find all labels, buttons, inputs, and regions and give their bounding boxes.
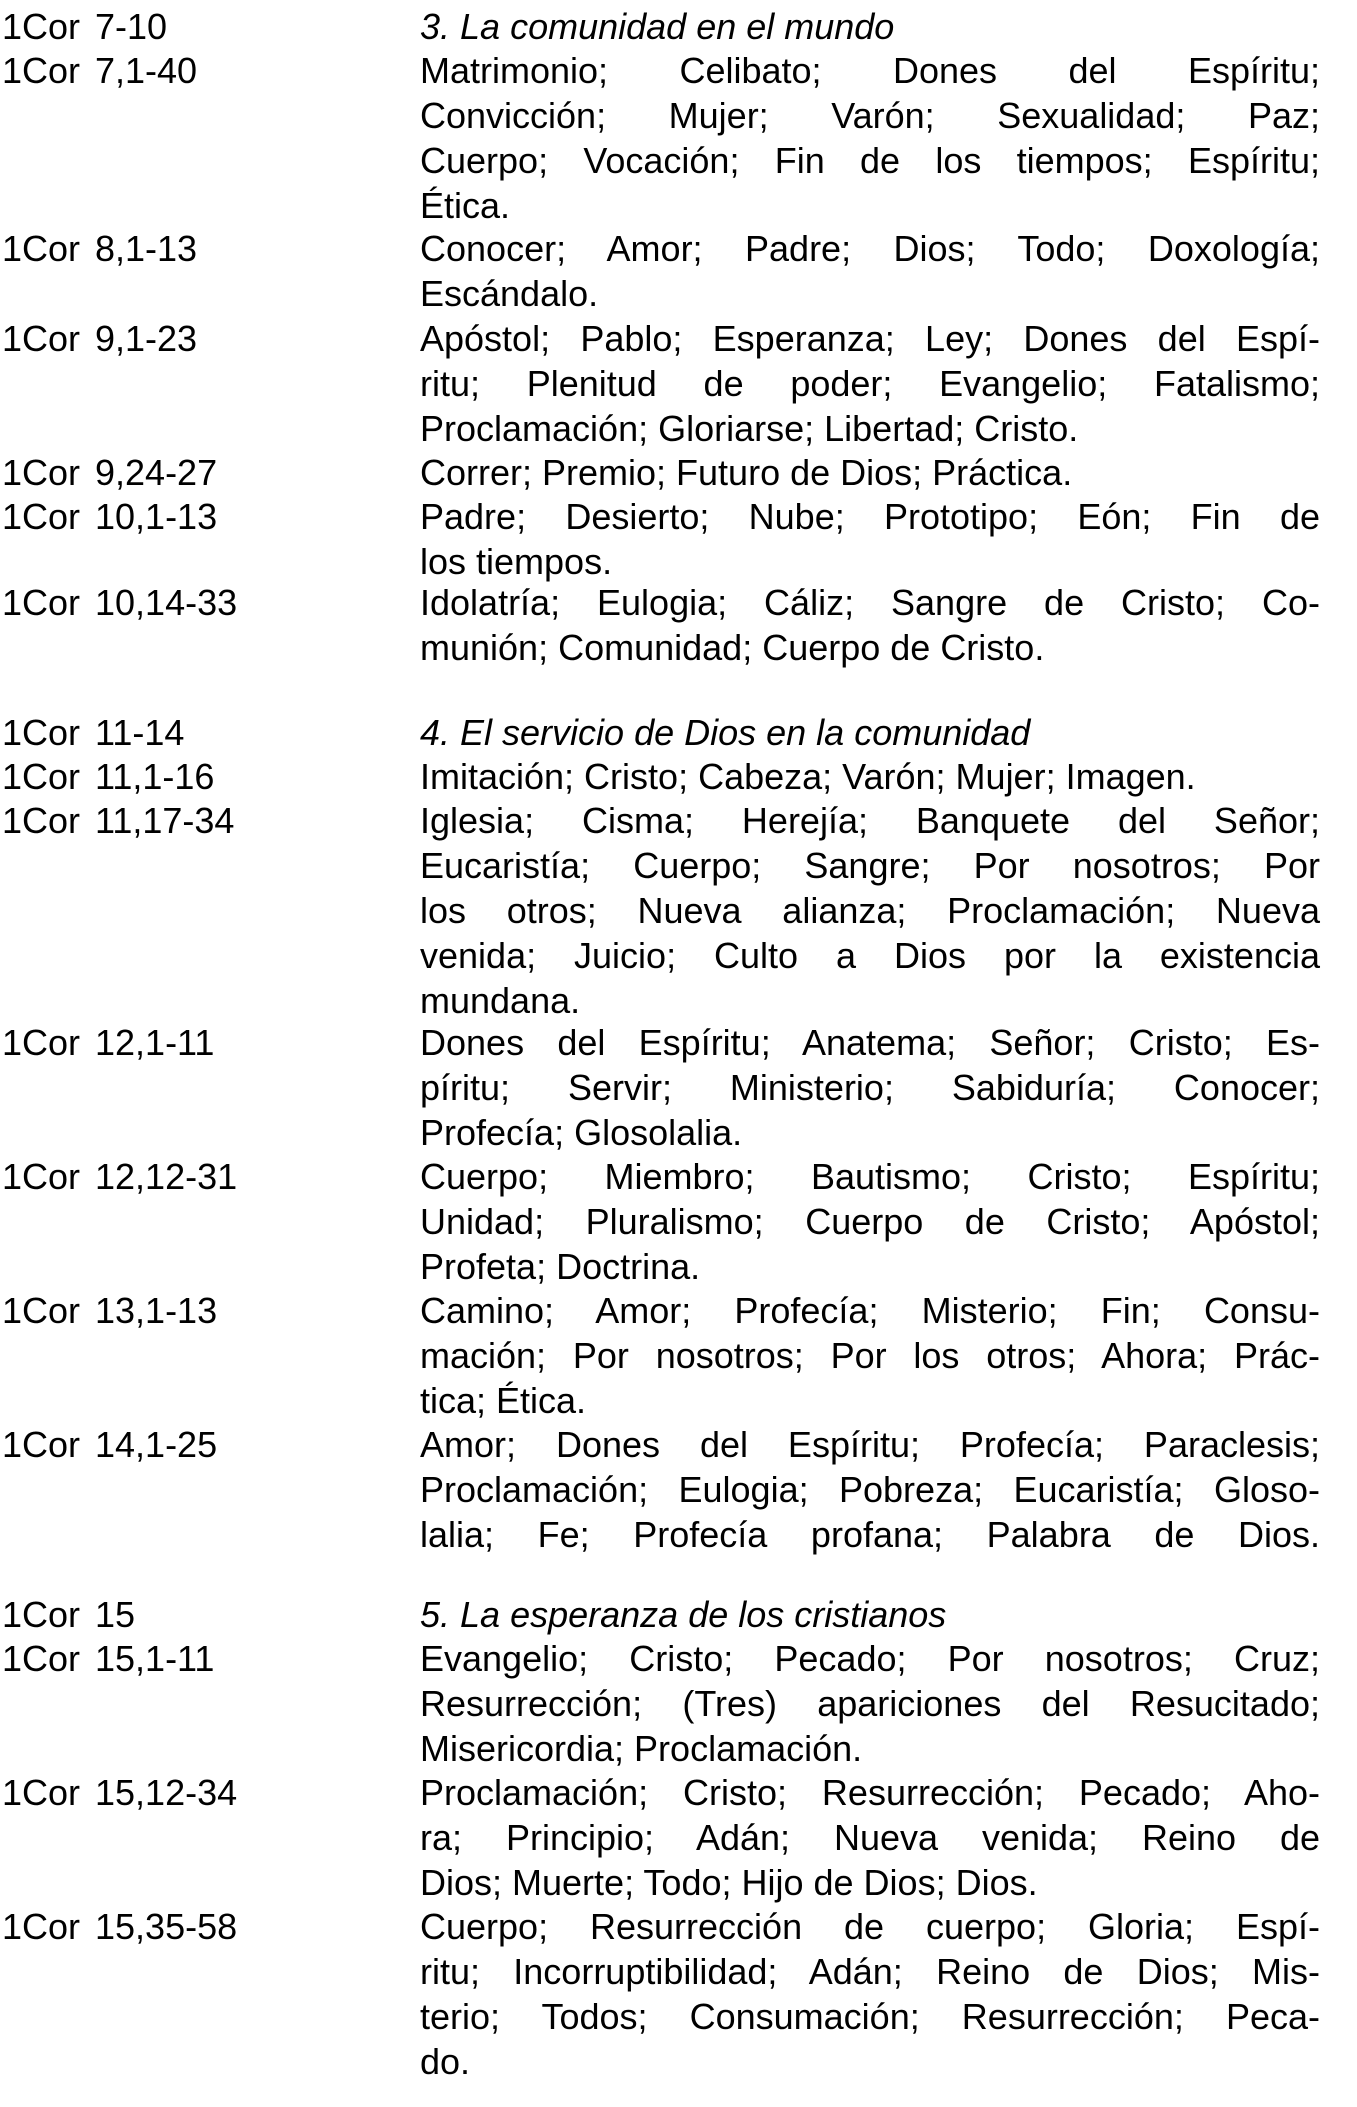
passage-ref: 1Cor 12,1-11 (2, 1022, 215, 1063)
section-ref: 1Cor 11-14 (2, 712, 185, 753)
keyword-list: Correr; Premio; Futuro de Dios; Práctica. (420, 452, 1073, 493)
passage-ref: 1Cor 13,1-13 (2, 1290, 218, 1331)
section-title: 3. La comunidad en el mundo (420, 6, 895, 47)
keyword-list: Proclamación; Cristo; Resurrección; Pecado; Aho- ra; Principio; Adán; Nueva venida; Reino de Dios; Muerte; Todo; Hijo de Dios; Dios. (420, 1772, 1320, 1903)
keyword-list: Imitación; Cristo; Cabeza; Varón; Mujer; Imagen. (420, 756, 1196, 797)
section-title: 4. El servicio de Dios en la comunidad (420, 712, 1031, 753)
passage-ref: 1Cor 15,35-58 (2, 1906, 238, 1947)
keyword-list: Amor; Dones del Espíritu; Profecía; Paraclesis; Proclamación; Eulogia; Pobreza; Eucaristía; Gloso- lalia; Fe; Profecía profana; Palabra de Dios. (420, 1424, 1320, 1555)
keyword-list: Padre; Desierto; Nube; Prototipo; Eón; Fin de los tiempos. (420, 496, 1320, 582)
keyword-list: Iglesia; Cisma; Herejía; Banquete del Señor; Eucaristía; Cuerpo; Sangre; Por nosotros; Por los otros; Nueva alianza; Proclamación; Nueva venida; Juicio; Culto a Dios por la existencia mundana. (420, 800, 1320, 1021)
keyword-list: Camino; Amor; Profecía; Misterio; Fin; Consu- mación; Por nosotros; Por los otros; Ahora; Prác- tica; Ética. (420, 1290, 1320, 1421)
passage-ref: 1Cor 11,17-34 (2, 800, 235, 841)
keyword-list: Evangelio; Cristo; Pecado; Por nosotros; Cruz; Resurrección; (Tres) apariciones del Resucitado; Misericordia; Proclamación. (420, 1638, 1320, 1769)
passage-ref: 1Cor 10,1-13 (2, 496, 218, 537)
section-title: 5. La esperanza de los cristianos (420, 1594, 947, 1635)
keyword-list: Cuerpo; Miembro; Bautismo; Cristo; Espíritu; Unidad; Pluralismo; Cuerpo de Cristo; Apóstol; Profeta; Doctrina. (420, 1156, 1320, 1287)
keyword-list: Apóstol; Pablo; Esperanza; Ley; Dones del Espí- ritu; Plenitud de poder; Evangelio; Fatalismo; Proclamación; Gloriarse; Libertad; Cristo. (420, 318, 1320, 449)
passage-ref: 1Cor 14,1-25 (2, 1424, 218, 1465)
section-ref: 1Cor 15 (2, 1594, 136, 1635)
section-ref: 1Cor 7-10 (2, 6, 168, 47)
passage-ref: 1Cor 10,14-33 (2, 582, 238, 623)
passage-ref: 1Cor 15,12-34 (2, 1772, 238, 1813)
passage-ref: 1Cor 9,1-23 (2, 318, 198, 359)
keyword-list: Conocer; Amor; Padre; Dios; Todo; Doxología; Escándalo. (420, 228, 1320, 314)
passage-ref: 1Cor 8,1-13 (2, 228, 198, 269)
keyword-list: Idolatría; Eulogia; Cáliz; Sangre de Cristo; Co- munión; Comunidad; Cuerpo de Cristo. (420, 582, 1320, 668)
passage-ref: 1Cor 7,1-40 (2, 50, 198, 91)
keyword-list: Cuerpo; Resurrección de cuerpo; Gloria; Espí- ritu; Incorruptibilidad; Adán; Reino de Dios; Mis- terio; Todos; Consumación; Resurrección; Peca- do. (420, 1906, 1320, 2082)
keyword-list: Dones del Espíritu; Anatema; Señor; Cristo; Es- píritu; Servir; Ministerio; Sabiduría; Conocer; Profecía; Glosolalia. (420, 1022, 1320, 1153)
passage-ref: 1Cor 11,1-16 (2, 756, 215, 797)
passage-ref: 1Cor 15,1-11 (2, 1638, 215, 1679)
passage-ref: 1Cor 12,12-31 (2, 1156, 238, 1197)
keyword-list: Matrimonio; Celibato; Dones del Espíritu; Convicción; Mujer; Varón; Sexualidad; Paz; Cuerpo; Vocación; Fin de los tiempos; Espíritu; Ética. (420, 50, 1320, 226)
passage-ref: 1Cor 9,24-27 (2, 452, 218, 493)
